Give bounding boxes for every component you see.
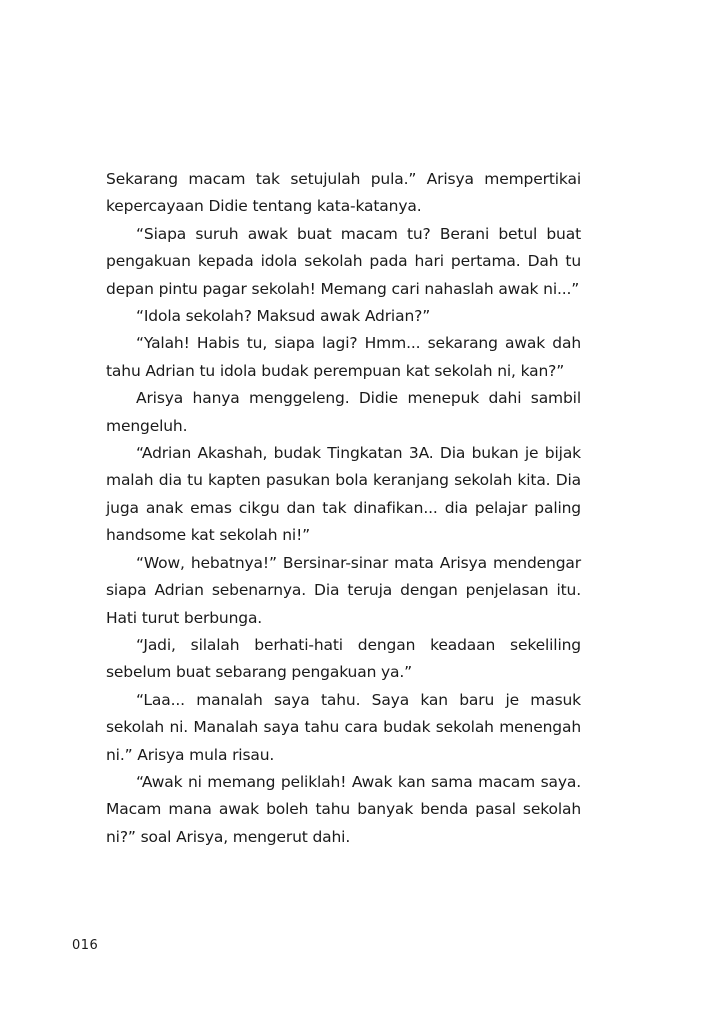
paragraph: “Wow, hebatnya!” Bersinar-sinar mata Arisya mendengar siapa Adrian sebenarnya. Dia teruja dengan penjelasan itu. Hati turut berbunga. (106, 553, 581, 627)
page-body (106, 166, 581, 851)
paragraph: “Adrian Akashah, budak Tingkatan 3A. Dia bukan je bijak malah dia tu kapten pasukan bola keranjang sekolah kita. Dia juga anak emas cikgu dan tak dinafikan... dia pelajar paling handsome kat sekolah ni!” (106, 444, 581, 545)
paragraph: Sekarang macam tak setujulah pula.” Arisya mempertikai kepercayaan Didie tentang kata-katanya. (106, 170, 581, 216)
paragraph: Arisya hanya menggeleng. Didie menepuk dahi sambil mengeluh. (106, 389, 581, 435)
paragraph: “Idola sekolah? Maksud awak Adrian?” (136, 307, 431, 326)
paragraph: “Awak ni memang peliklah! Awak kan sama macam saya. Macam mana awak boleh tahu banyak benda pasal sekolah ni?” soal Arisya, mengerut dahi. (106, 772, 581, 846)
paragraph: “Laa... manalah saya tahu. Saya kan baru je masuk sekolah ni. Manalah saya tahu cara budak sekolah menengah ni.” Arisya mula risau. (106, 690, 581, 764)
paragraph: “Jadi, silalah berhati-hati dengan keadaan sekeliling sebelum buat sebarang pengakuan ya.” (106, 635, 581, 682)
page-number: 016 (72, 938, 99, 953)
paragraph: “Yalah! Habis tu, siapa lagi? Hmm... sekarang awak dah tahu Adrian tu idola budak perempuan kat sekolah ni, kan?” (106, 334, 581, 380)
paragraph: “Siapa suruh awak buat macam tu? Berani betul buat pengakuan kepada idola sekolah pada hari pertama. Dah tu depan pintu pagar sekolah! Memang cari nahaslah awak ni...” (106, 224, 581, 298)
